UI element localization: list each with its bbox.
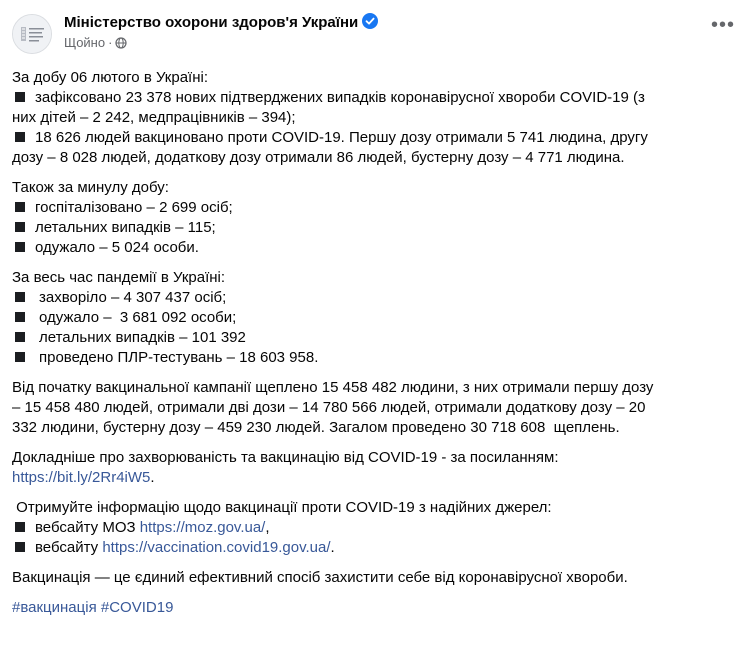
ministry-logo-icon [13, 15, 51, 53]
source-prefix: вебсайту МОЗ [35, 519, 140, 536]
bullet-square-icon [15, 542, 25, 552]
hashtags-line [12, 598, 737, 618]
last-day-section [12, 178, 737, 258]
more-options-button[interactable]: ••• [710, 14, 735, 36]
bullet-square-icon [15, 132, 25, 142]
daily-vacc-text: 18 626 людей вакциновано проти COVID-19. Першу дозу отримали 5 741 людина, другу [35, 129, 648, 146]
daily-cases-text: зафіксовано 23 378 нових підтверджених випадків коронавірусної хвороби COVID-19 (з [35, 89, 645, 106]
post-body [12, 68, 737, 628]
daily-vacc-line-1 [12, 128, 737, 148]
deaths-text: летальних випадків – 115; [35, 219, 216, 236]
bullet-square-icon [15, 332, 25, 342]
bitly-link[interactable]: https://bit.ly/2Rr4iW5 [12, 469, 151, 486]
meta-separator: · [108, 35, 113, 50]
vaccination-link[interactable]: https://vaccination.covid19.gov.ua/ [102, 539, 331, 556]
total-cases-text: захворіло – 4 307 437 осіб; [39, 289, 227, 306]
bullet-square-icon [15, 292, 25, 302]
sources-section [12, 498, 737, 558]
moz-link[interactable]: https://moz.gov.ua/ [139, 519, 266, 536]
page-name[interactable] [64, 13, 378, 31]
bullet-square-icon [15, 242, 25, 252]
list-item [12, 288, 737, 308]
daily-cases-line-2: них дітей – 2 242, медпрацівників – 394); [12, 109, 296, 126]
list-item [12, 518, 737, 538]
list-item [12, 218, 737, 238]
page-name-text[interactable]: Міністерство охорони здоров'я України [64, 14, 359, 31]
source-prefix: вебсайту [35, 539, 103, 556]
campaign-line-2: – 15 458 480 людей, отримали дві дози – 14 780 566 людей, отримали додаткову дозу – 20 [12, 399, 646, 416]
total-deaths-text: летальних випадків – 101 392 [39, 329, 246, 346]
hashtag-covid19[interactable]: #COVID19 [100, 599, 174, 616]
bullet-square-icon [15, 92, 25, 102]
list-item [12, 308, 737, 328]
more-info-text: Докладніше про захворюваність та вакцинацію від COVID-19 - за посиланням: [12, 449, 559, 466]
bullet-square-icon [15, 522, 25, 532]
daily-section [12, 68, 737, 168]
post-timestamp[interactable]: Щойно [64, 35, 106, 50]
more-info-link-line [12, 468, 737, 488]
pandemic-section [12, 268, 737, 368]
pandemic-intro: За весь час пандемії в Україні: [12, 269, 226, 286]
campaign-line-1: Від початку вакцинальної кампанії щеплено 15 458 482 людини, з них отримали першу дозу [12, 379, 654, 396]
list-item [12, 538, 737, 558]
daily-intro: За добу 06 лютого в Україні: [12, 69, 209, 86]
verified-badge-icon [362, 13, 378, 29]
globe-icon[interactable] [115, 37, 127, 49]
source-suffix: . [330, 539, 335, 556]
daily-cases-line-1 [12, 88, 737, 108]
sources-intro: Отримуйте інформацію щодо вакцинації проти COVID-19 з надійних джерел: [12, 499, 552, 516]
post-header [12, 10, 737, 56]
list-item [12, 328, 737, 348]
link-suffix: . [150, 469, 155, 486]
page-avatar[interactable] [12, 14, 52, 54]
hospitalized-text: госпіталізовано – 2 699 осіб; [35, 199, 233, 216]
recovered-text: одужало – 5 024 особи. [35, 239, 199, 256]
bullet-square-icon [15, 222, 25, 232]
bullet-square-icon [15, 202, 25, 212]
source-suffix: , [265, 519, 270, 536]
campaign-section [12, 378, 737, 438]
more-info-section [12, 448, 737, 488]
total-recovered-text: одужало – 3 681 092 особи; [39, 309, 237, 326]
hashtag-vaccination[interactable]: #вакцинація [12, 599, 97, 616]
campaign-line-3: 332 людини, бустерну дозу – 459 230 людей. Загалом проведено 30 718 608 щеплень. [12, 419, 620, 436]
total-pcr-text: проведено ПЛР-тестувань – 18 603 958. [39, 349, 319, 366]
list-item [12, 348, 737, 368]
bullet-square-icon [15, 312, 25, 322]
list-item [12, 238, 737, 258]
hashtags [12, 598, 737, 618]
bullet-square-icon [15, 352, 25, 362]
last-day-intro: Також за минулу добу: [12, 179, 169, 196]
daily-vacc-line-2: дозу – 8 028 людей, додаткову дозу отримали 86 людей, бустерну дозу – 4 771 людина. [12, 149, 625, 166]
closing-section [12, 568, 737, 588]
list-item [12, 198, 737, 218]
post-meta [64, 35, 127, 50]
closing-text: Вакцинація — це єдиний ефективний спосіб захистити себе від коронавірусної хвороби. [12, 569, 628, 586]
